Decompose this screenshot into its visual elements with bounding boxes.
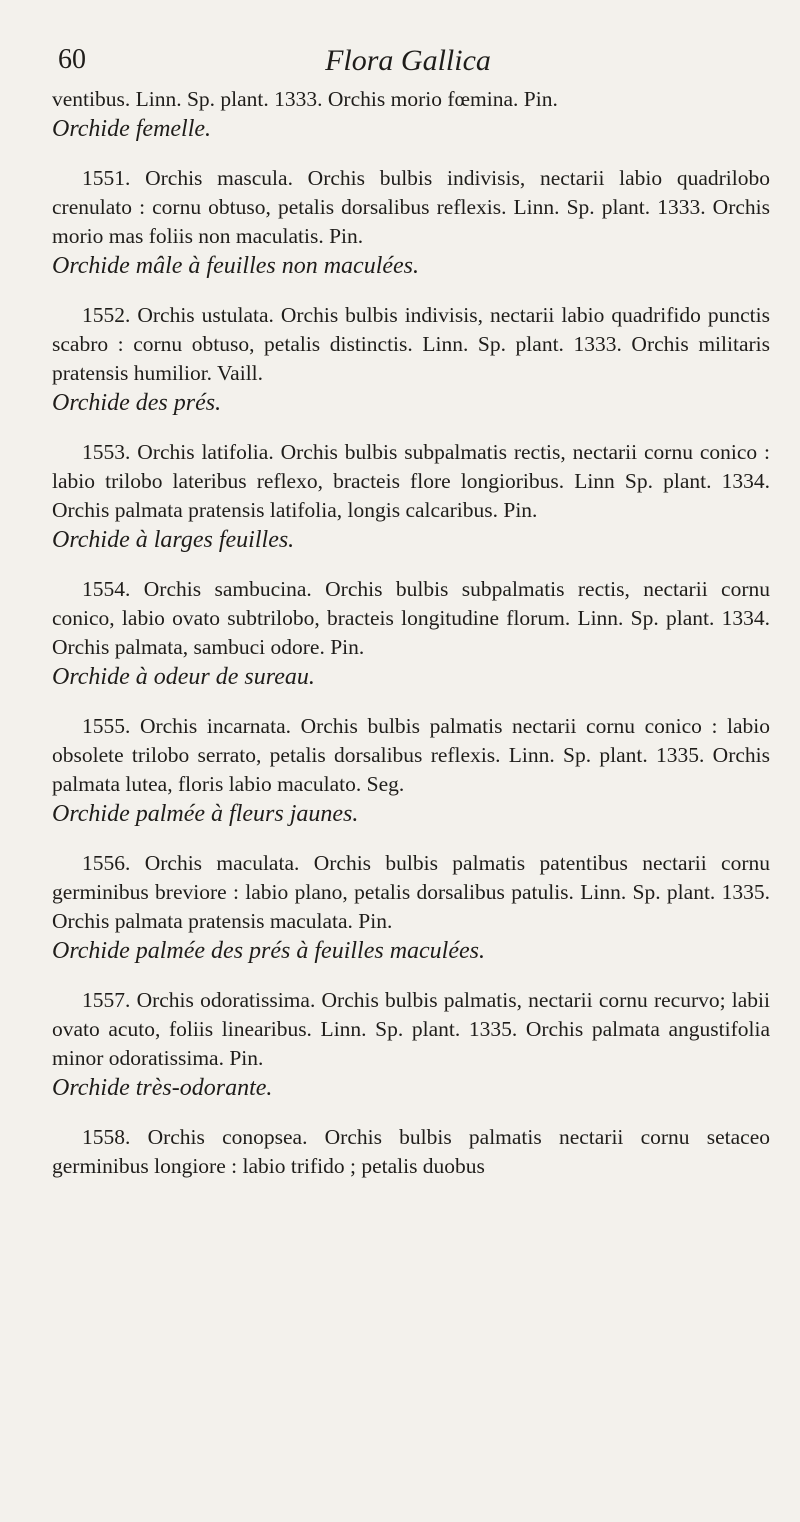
entry-text: 1557. Orchis odoratissima. Orchis bulbis palmatis, nectarii cornu recurvo; labii ovato acuto, foliis linearibus. Linn. Sp. plant. 1335. Orchis palmata angustifolia minor odoratissima. Pin. [52, 988, 770, 1070]
entry-text: 1552. Orchis ustulata. Orchis bulbis indivisis, nectarii labio quadrifido punctis scabro : cornu obtuso, petalis distinctis. Linn. Sp. plant. 1333. Orchis militaris pratensis humilior. Vaill. [52, 303, 770, 385]
entry-1554 [52, 575, 770, 693]
entry-french-name: Orchide très-odorante. [52, 1075, 273, 1101]
entry-french-name: Orchide à odeur de sureau. [52, 664, 315, 690]
entry-1556 [52, 849, 770, 967]
continuation-text: ventibus. Linn. Sp. plant. 1333. Orchis morio fœmina. Pin. [52, 87, 558, 111]
continuation-french-name: Orchide femelle. [52, 116, 212, 142]
entry-text: 1558. Orchis conopsea. Orchis bulbis palmatis nectarii cornu setaceo germinibus longiore : labio trifido ; petalis duobus [52, 1125, 770, 1178]
entry-1558 [52, 1123, 770, 1181]
entry-text: 1555. Orchis incarnata. Orchis bulbis palmatis nectarii cornu conico : labio obsolete trilobo serrato, petalis dorsalibus reflexis. Linn. Sp. plant. 1335. Orchis palmata lutea, floris labio maculato. Seg. [52, 714, 770, 796]
page-body [52, 85, 770, 1181]
entry-1555 [52, 712, 770, 830]
entry-french-name: Orchide mâle à feuilles non maculées. [52, 253, 420, 279]
entry-1551 [52, 164, 770, 282]
entry-text: 1556. Orchis maculata. Orchis bulbis palmatis patentibus nectarii cornu germinibus breviore : labio plano, petalis dorsalibus patulis. Linn. Sp. plant. 1335. Orchis palmata pratensis maculata. Pin. [52, 851, 770, 933]
entry-text: 1553. Orchis latifolia. Orchis bulbis subpalmatis rectis, nectarii cornu conico : labio trilobo lateribus reflexo, bracteis flore longioribus. Linn Sp. plant. 1334. Orchis palmata pratensis latifolia, longis calcaribus. Pin. [52, 440, 770, 522]
entry-1552 [52, 301, 770, 419]
entry-text: 1554. Orchis sambucina. Orchis bulbis subpalmatis rectis, nectarii cornu conico, labio ovato subtrilobo, bracteis longitudine florum. Linn. Sp. plant. 1334. Orchis palmata, sambuci odore. Pin. [52, 577, 770, 659]
entry-text: 1551. Orchis mascula. Orchis bulbis indivisis, nectarii labio quadrilobo crenulato : cornu obtuso, petalis dorsalibus reflexis. Linn. Sp. plant. 1333. Orchis morio mas foliis non maculatis. Pin. [52, 166, 770, 248]
page-header [58, 44, 758, 84]
entry-french-name: Orchide palmée des prés à feuilles maculées. [52, 938, 485, 964]
entry-french-name: Orchide des prés. [52, 390, 222, 416]
page-number: 60 [58, 44, 86, 75]
running-title: Flora Gallica [325, 44, 491, 77]
entry-french-name: Orchide à larges feuilles. [52, 527, 295, 553]
entry-1557 [52, 986, 770, 1104]
entry-french-name: Orchide palmée à fleurs jaunes. [52, 801, 359, 827]
entry-1553 [52, 438, 770, 556]
